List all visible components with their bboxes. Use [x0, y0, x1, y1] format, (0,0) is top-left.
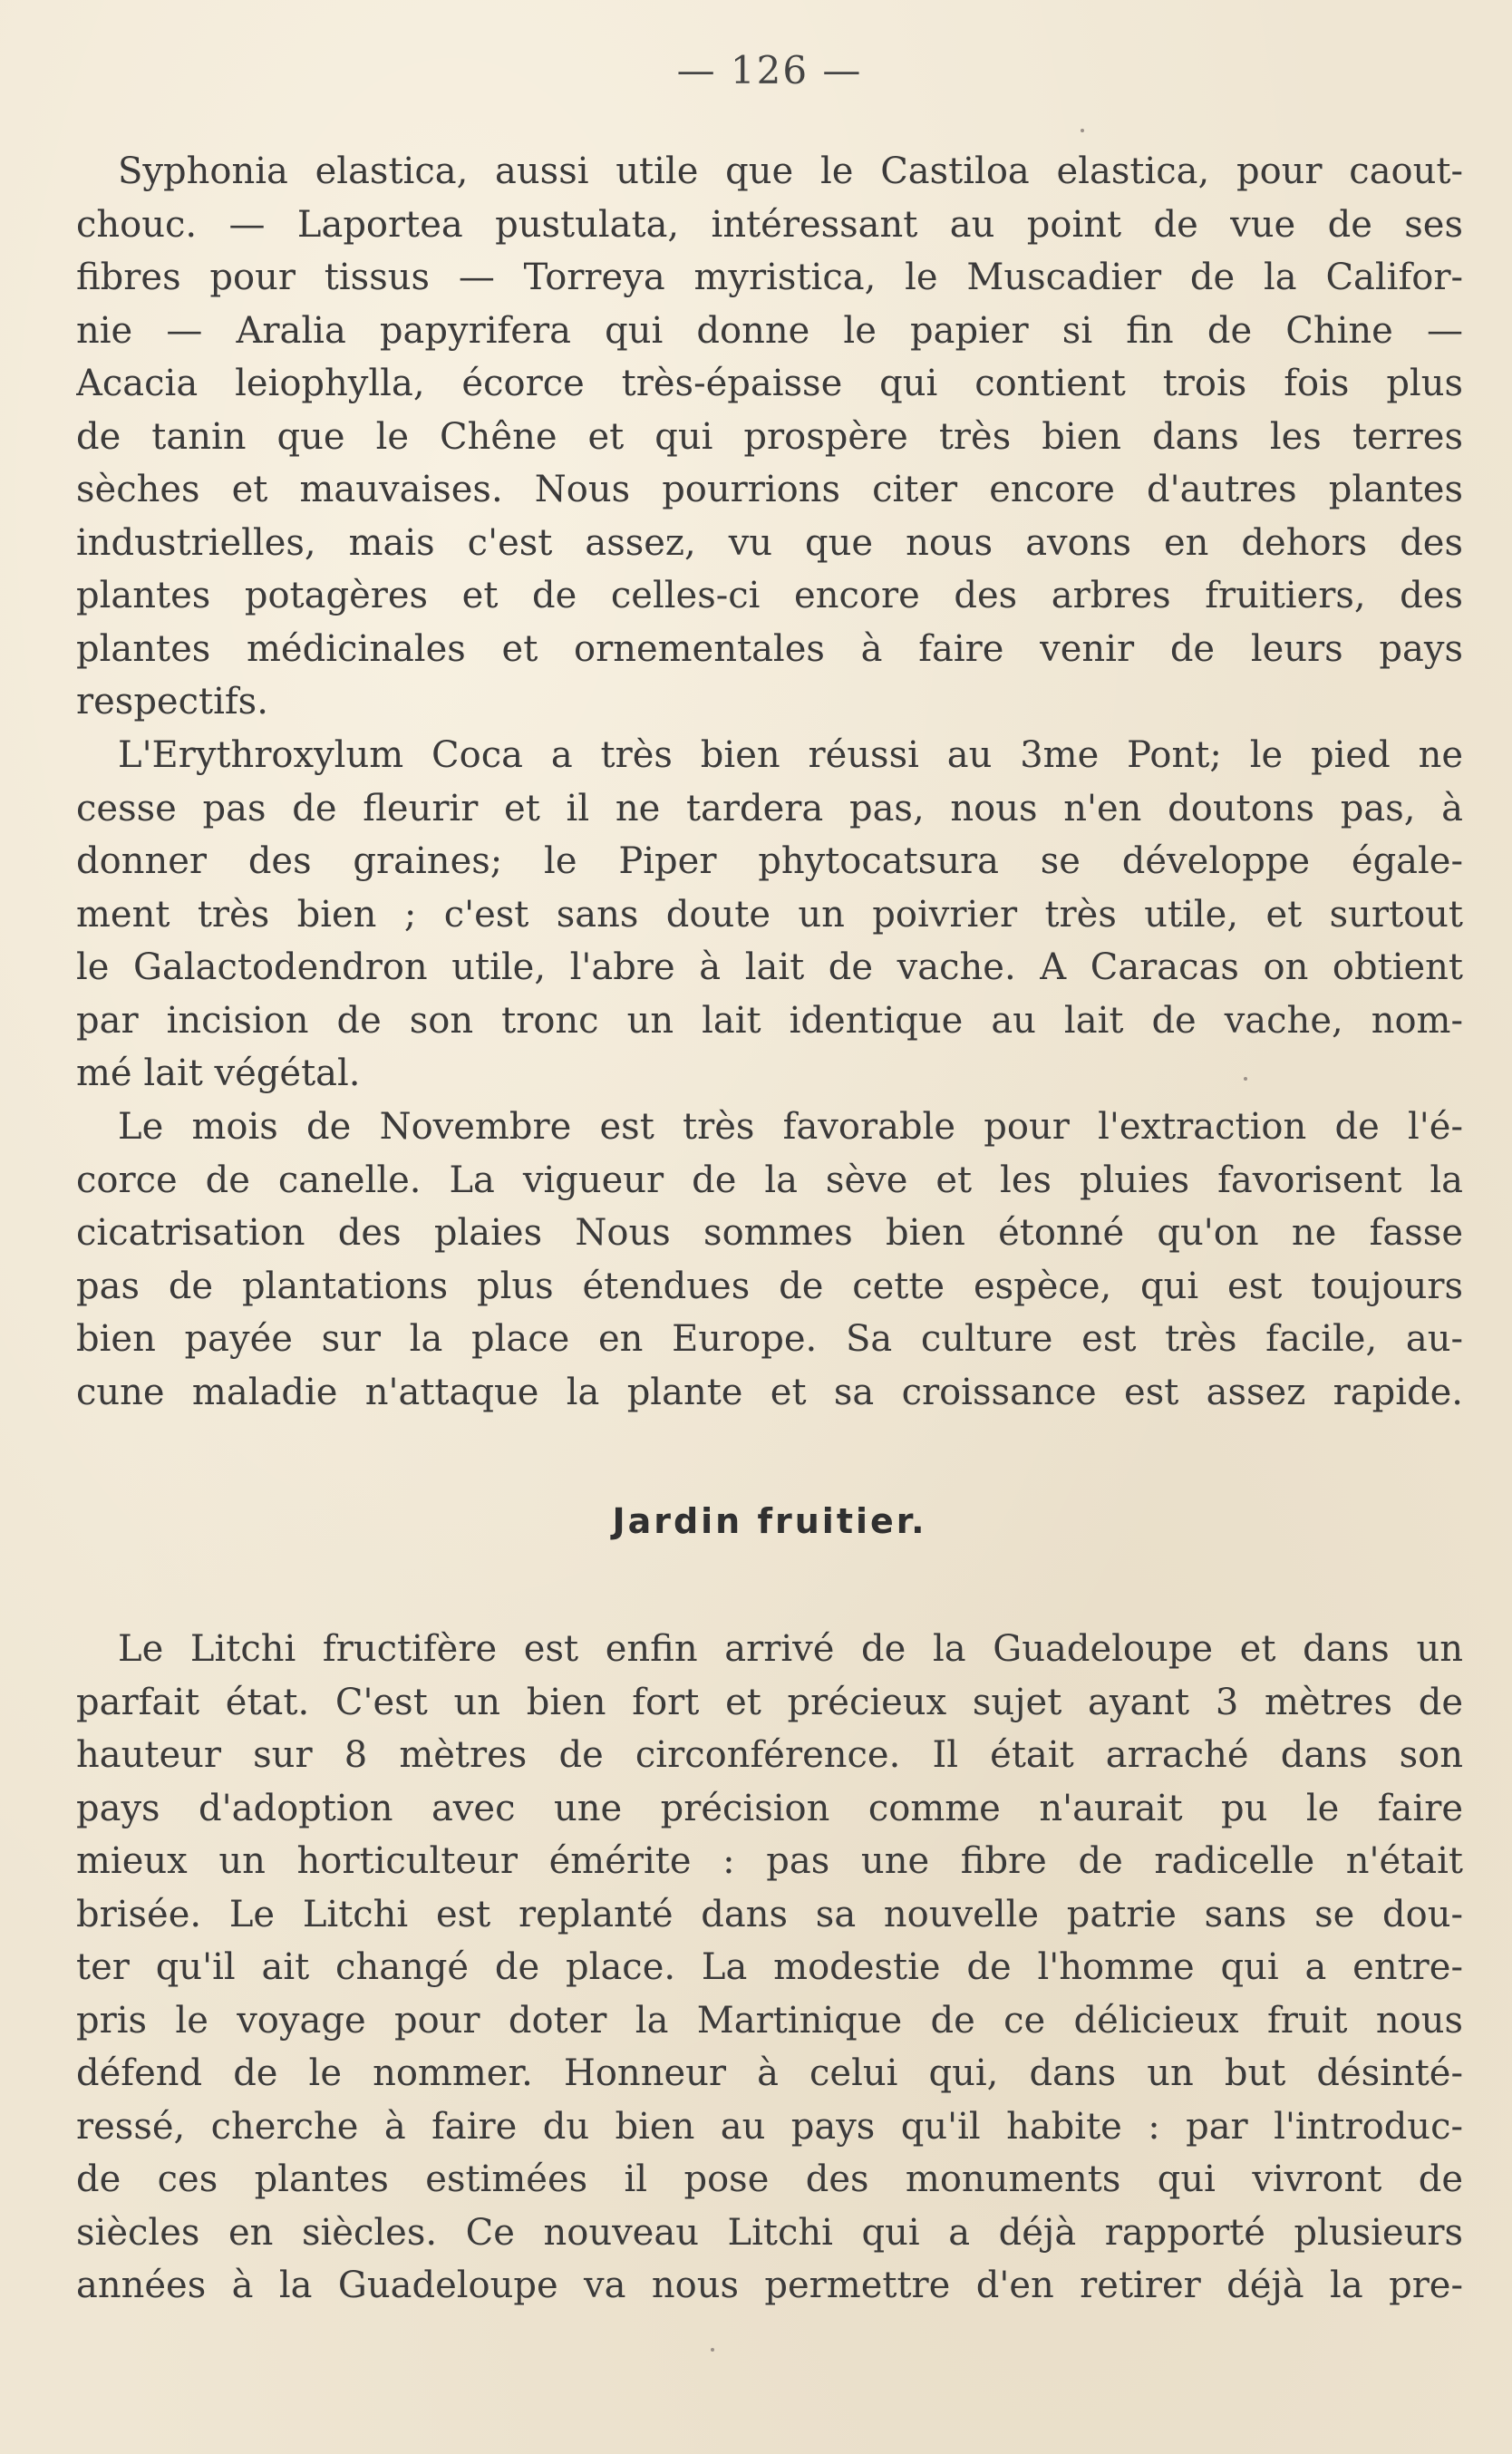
text-line: L'Erythroxylum Coca a très bien réussi au 3me Pont; le pied ne	[118, 734, 1463, 776]
text-line: défend de le nommer. Honneur à celui qui, dans un but désinté-	[76, 2052, 1463, 2094]
text-line: sèches et mauvaises. Nous pourrions citer encore d'autres plantes	[76, 469, 1463, 510]
text-line: de ces plantes estimées il pose des monuments qui vivront de	[76, 2158, 1463, 2200]
text-line: cune maladie n'attaque la plante et sa croissance est assez rapide.	[76, 1371, 1463, 1413]
text-line: chouc. — Laportea pustulata, intéressant au point de vue de ses	[76, 203, 1463, 246]
text-line: Syphonia elastica, aussi utile que le Castiloa elastica, pour caout-	[118, 150, 1463, 192]
text-line: parfait état. C'est un bien fort et précieux sujet ayant 3 mètres de	[76, 1681, 1463, 1723]
text-line: hauteur sur 8 mètres de circonférence. Il était arraché dans son	[76, 1734, 1463, 1776]
paragraph-3	[76, 1101, 1463, 1419]
text-line: plantes médicinales et ornementales à faire venir de leurs pays	[76, 627, 1463, 670]
text-line: plantes potagères et de celles-ci encore des arbres fruitiers, des	[76, 575, 1463, 616]
text-line: ter qu'il ait changé de place. La modestie de l'homme qui a entre-	[76, 1946, 1463, 1988]
paper-speck	[711, 2348, 714, 2352]
text-line: ressé, cherche à faire du bien au pays qu'il habite : par l'introduc-	[76, 2105, 1463, 2148]
text-line: industrielles, mais c'est assez, vu que nous avons en dehors des	[76, 521, 1463, 564]
text-line: pris le voyage pour doter la Martinique de ce délicieux fruit nous	[76, 1999, 1463, 2042]
paper-speck	[1081, 129, 1084, 132]
text-line: Le mois de Novembre est très favorable pour l'extraction de l'é-	[118, 1106, 1463, 1148]
text-line: brisée. Le Litchi est replanté dans sa nouvelle patrie sans se dou-	[76, 1893, 1463, 1935]
text-line: respectifs.	[76, 681, 268, 723]
paragraph-4	[76, 1623, 1463, 2313]
text-line: par incision de son tronc un lait identique au lait de vache, nom-	[76, 999, 1463, 1042]
text-line: nie — Aralia papyrifera qui donne le papier si fin de Chine —	[76, 309, 1463, 352]
paragraph-1	[76, 145, 1463, 729]
text-line: mé lait végétal.	[76, 1052, 361, 1094]
text-line: fibres pour tissus — Torreya myristica, le Muscadier de la Califor-	[76, 257, 1463, 298]
text-line: années à la Guadeloupe va nous permettre d'en retirer déjà la pre-	[76, 2265, 1463, 2306]
text-line: bien payée sur la place en Europe. Sa culture est très facile, au-	[76, 1318, 1463, 1360]
paper-speck	[1244, 1077, 1247, 1081]
text-line: pas de plantations plus étendues de cette espèce, qui est toujours	[76, 1265, 1463, 1307]
page-number: — 126 —	[676, 48, 863, 92]
text-line: mieux un horticulteur émérite : pas une fibre de radicelle n'était	[76, 1840, 1463, 1882]
text-line: Le Litchi fructifère est enfin arrivé de la Guadeloupe et dans un	[118, 1628, 1463, 1670]
text-line: cesse pas de fleurir et il ne tardera pas, nous n'en doutons pas, à	[76, 787, 1463, 829]
text-line: le Galactodendron utile, l'abre à lait de vache. A Caracas on obtient	[76, 946, 1463, 988]
book-page	[76, 47, 1463, 2404]
text-line: siècles en siècles. Ce nouveau Litchi qui a déjà rapporté plusieurs	[76, 2211, 1463, 2254]
text-line: cicatrisation des plaies Nous sommes bien étonné qu'on ne fasse	[76, 1212, 1463, 1254]
text-line: Acacia leiophylla, écorce très-épaisse qui contient trois fois plus	[76, 363, 1463, 404]
text-line: pays d'adoption avec une précision comme n'aurait pu le faire	[76, 1787, 1463, 1829]
text-line: donner des graines; le Piper phytocatsura se développe égale-	[76, 840, 1463, 882]
section-heading: Jardin fruitier.	[612, 1501, 927, 1541]
text-line: corce de canelle. La vigueur de la sève et les pluies favorisent la	[76, 1159, 1463, 1201]
paragraph-2	[76, 729, 1463, 1101]
text-line: ment très bien ; c'est sans doute un poivrier très utile, et surtout	[76, 893, 1463, 936]
text-line: de tanin que le Chêne et qui prospère très bien dans les terres	[76, 415, 1463, 458]
